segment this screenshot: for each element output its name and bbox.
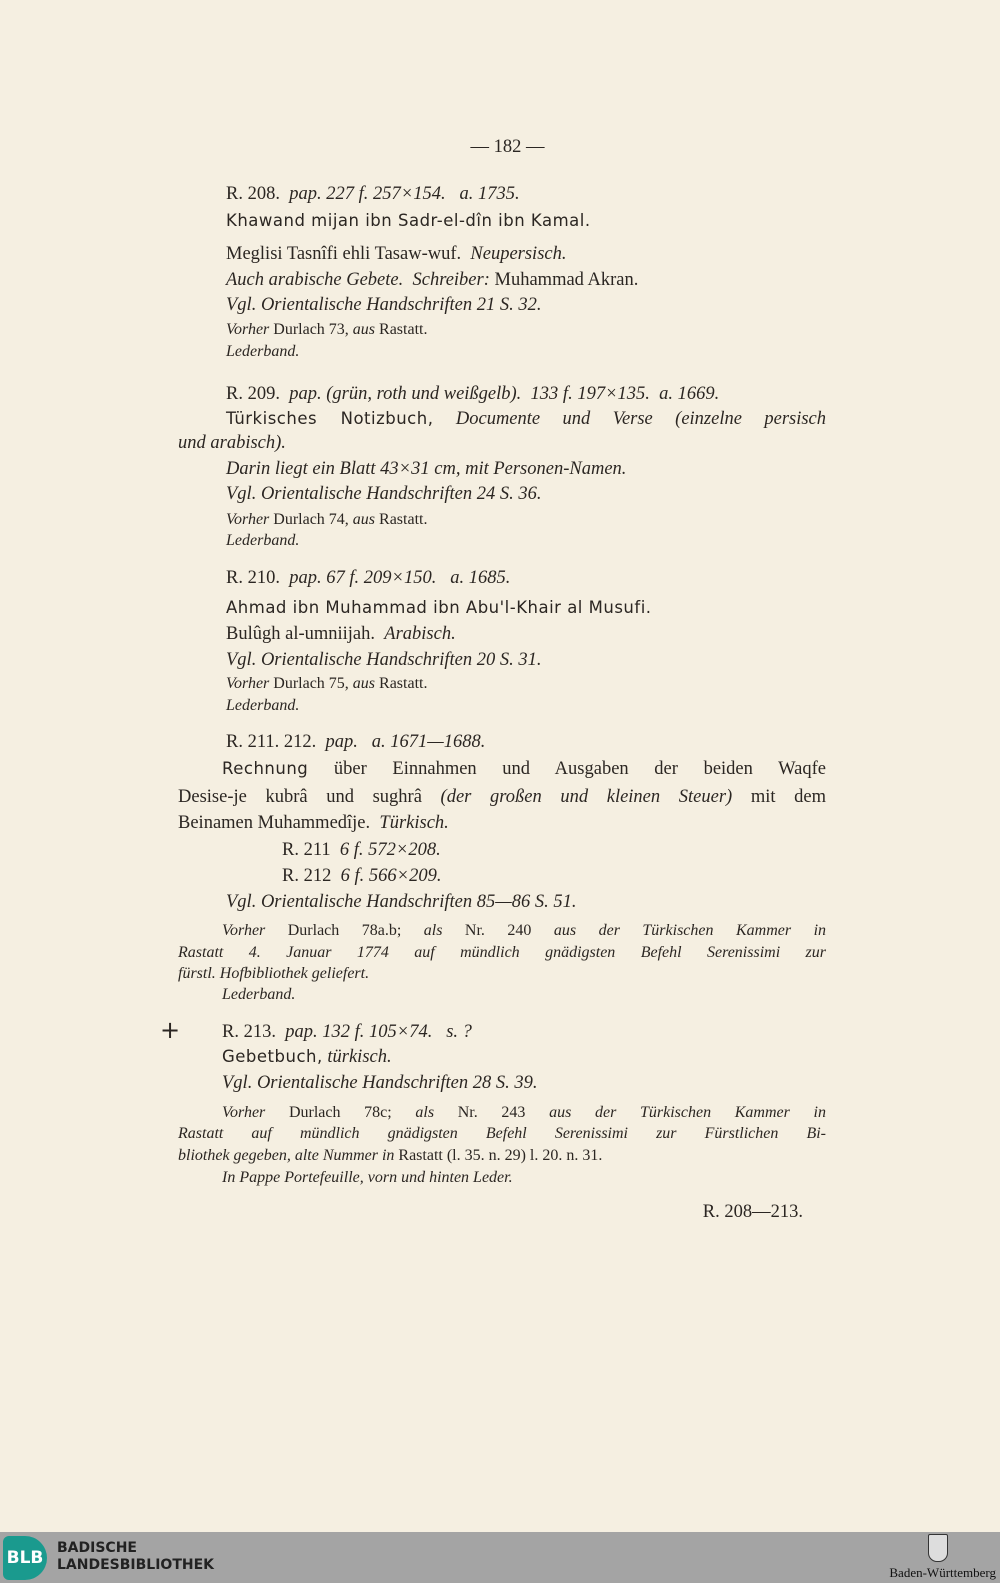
text-line — [178, 943, 826, 963]
text-segment: türkisch. — [322, 1047, 392, 1067]
text-line — [222, 1103, 826, 1123]
text-segment: Vgl. Orientalische Handschriften 28 S. 39. — [222, 1073, 538, 1093]
text-segment: pap. (grün, roth und weißgelb). 133 f. 197×135. a. 1669. — [279, 384, 720, 404]
text-segment: Vgl. Orientalische Handschriften 20 S. 31. — [226, 650, 542, 670]
text-line — [282, 838, 441, 862]
text-segment: Rastatt auf mündlich gnädigsten Befehl Serenissimi zur Fürstlichen Bi- — [178, 1125, 826, 1142]
library-name-line2: LANDESBIBLIOTHEK — [57, 1557, 215, 1573]
text-segment: Rastatt. — [375, 321, 428, 338]
page-number: — 182 — — [470, 137, 545, 157]
text-segment: R. 212 — [282, 866, 341, 886]
text-segment: Nr. 243 — [434, 1104, 550, 1121]
text-segment: R. 211. 212. — [226, 732, 317, 752]
text-line — [222, 1168, 513, 1188]
text-line — [226, 407, 826, 431]
text-segment: Khawand mijan ibn Sadr-el-dîn ibn Kamal. — [226, 211, 591, 230]
text-segment: Rechnung — [222, 759, 309, 778]
footer-bar — [0, 1532, 1000, 1583]
text-line — [226, 510, 427, 530]
text-line — [226, 596, 652, 620]
text-segment: Vorher — [226, 511, 270, 528]
text-line — [226, 890, 576, 914]
text-line — [226, 696, 299, 716]
text-segment: Türkisches Notizbuch, — [226, 409, 434, 428]
text-segment: R. 213. — [222, 1022, 276, 1042]
text-segment: Vorher — [222, 1104, 266, 1121]
text-segment: bliothek gegeben, alte Nummer in — [178, 1147, 395, 1164]
text-line — [226, 268, 638, 292]
text-segment: Documente und Verse (einzelne persisch — [433, 409, 827, 429]
text-segment: Rastatt. — [375, 675, 428, 692]
text-segment: pap. 227 f. 257×154. a. 1735. — [279, 184, 520, 204]
text-segment: Durlach 74, — [269, 511, 353, 528]
text-segment: aus der Türkischen Kammer in — [553, 922, 827, 939]
text-segment: Durlach 78c; — [265, 1104, 416, 1121]
text-segment: Gebetbuch, — [222, 1047, 323, 1066]
library-name-line1: BADISCHE — [57, 1540, 137, 1556]
text-segment: Arabisch. — [384, 624, 456, 644]
text-segment: Beinamen Muhammedîje. — [178, 813, 380, 833]
text-segment: (der großen und kleinen Steuer) — [440, 787, 733, 807]
text-segment: Neupersisch. — [470, 244, 567, 264]
text-segment: In Pappe Portefeuille, vorn und hinten Leder. — [222, 1169, 513, 1186]
text-segment: Rastatt (l. 35. n. 29) l. 20. n. 31. — [394, 1147, 603, 1164]
text-segment: R. 211 — [282, 840, 340, 860]
text-line — [226, 182, 520, 206]
text-segment: pap. 67 f. 209×150. a. 1685. — [279, 568, 511, 588]
text-line — [222, 1045, 392, 1069]
text-segment: pap. a. 1671—1688. — [316, 732, 486, 752]
text-segment: Vorher — [222, 922, 266, 939]
text-line — [226, 566, 510, 590]
text-segment: Lederband. — [226, 532, 300, 549]
text-segment: R. 210. — [226, 568, 280, 588]
text-segment: Vorher — [226, 675, 270, 692]
state-label: Baden-Württemberg — [889, 1565, 996, 1580]
text-line — [178, 1124, 826, 1144]
text-line — [222, 921, 826, 941]
text-segment: Rastatt 4. Januar 1774 auf mündlich gnädigsten Befehl Serenissimi zur — [178, 944, 826, 961]
text-segment: Muhammad Akran. — [494, 270, 639, 290]
text-line — [178, 811, 449, 835]
text-segment: fürstl. Hofbibliothek geliefert. — [178, 965, 370, 982]
text-segment: Lederband. — [222, 986, 296, 1003]
text-segment: Durlach 73, — [269, 321, 353, 338]
text-line — [282, 864, 441, 888]
text-line — [178, 785, 826, 809]
text-segment: aus — [352, 511, 376, 528]
text-segment: R. 209. — [226, 384, 280, 404]
text-segment: Bulûgh al-umniijah. — [226, 624, 385, 644]
text-segment: mit dem — [732, 787, 826, 807]
text-line — [222, 985, 295, 1005]
text-segment: Auch arabische Gebete. Schreiber: — [226, 270, 495, 290]
text-line — [226, 209, 591, 233]
text-segment: Meglisi Tasnîfi ehli Tasaw-wuf. — [226, 244, 471, 264]
text-line — [178, 1146, 602, 1166]
text-segment: Vgl. Orientalische Handschriften 21 S. 32. — [226, 295, 542, 315]
text-line — [222, 1071, 538, 1095]
text-line — [226, 648, 542, 672]
text-segment: Rastatt. — [375, 511, 428, 528]
text-line — [222, 757, 826, 781]
text-segment: über Einnahmen und Ausgaben der beiden Waqfe — [308, 759, 826, 779]
text-segment: Ahmad ibn Muhammad ibn Abu'l-Khair al Musufi. — [226, 598, 652, 617]
text-segment: als — [415, 1104, 435, 1121]
text-segment: und arabisch). — [178, 433, 286, 453]
text-segment: Nr. 240 — [442, 922, 554, 939]
text-line — [222, 1020, 472, 1044]
blb-logo[interactable]: BLB — [3, 1536, 47, 1580]
text-line — [226, 457, 626, 481]
margin-mark: + — [160, 1016, 181, 1044]
text-line — [226, 293, 542, 317]
text-segment: Durlach 78a.b; — [265, 922, 424, 939]
text-line — [178, 431, 286, 455]
text-segment: 6 f. 566×209. — [340, 866, 442, 886]
coat-of-arms-icon — [928, 1534, 948, 1562]
text-segment: Vorher — [226, 321, 270, 338]
text-line — [226, 730, 485, 754]
text-line — [226, 482, 542, 506]
text-line — [226, 674, 427, 694]
text-segment: 6 f. 572×208. — [339, 840, 441, 860]
text-line — [178, 964, 369, 984]
text-segment: als — [423, 922, 443, 939]
text-line — [226, 242, 566, 266]
library-name — [57, 1540, 214, 1574]
text-segment: Vgl. Orientalische Handschriften 85—86 S. 51. — [226, 892, 577, 912]
text-line — [226, 531, 299, 551]
text-segment: Lederband. — [226, 697, 300, 714]
text-segment: Lederband. — [226, 343, 300, 360]
text-line — [226, 382, 719, 406]
text-segment: R. 208—213. — [702, 1202, 803, 1222]
text-segment: Desise-je kubrâ und sughrâ — [178, 787, 441, 807]
text-segment: Türkisch. — [379, 813, 449, 833]
text-line — [226, 622, 456, 646]
text-line — [226, 320, 427, 340]
text-line — [700, 1200, 803, 1224]
text-segment: pap. 132 f. 105×74. s. ? — [275, 1022, 472, 1042]
text-segment: aus der Türkischen Kammer in — [549, 1104, 826, 1121]
text-segment: Vgl. Orientalische Handschriften 24 S. 36. — [226, 484, 542, 504]
text-line — [226, 342, 299, 362]
text-segment: aus — [352, 321, 376, 338]
text-segment: Darin liegt ein Blatt 43×31 cm, mit Personen-Namen. — [226, 459, 627, 479]
text-segment: R. 208. — [226, 184, 280, 204]
text-segment: Durlach 75, — [269, 675, 353, 692]
text-segment: aus — [352, 675, 376, 692]
